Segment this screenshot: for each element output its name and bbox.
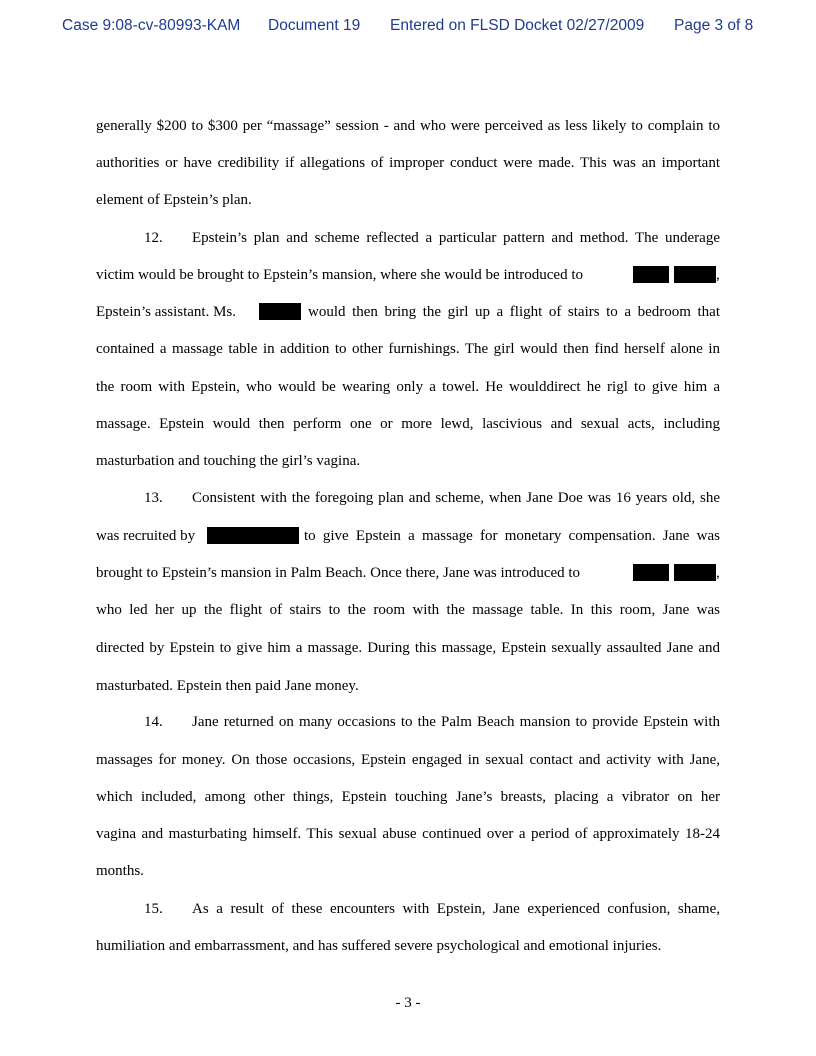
text-line [96, 563, 720, 583]
text-line: masturbation and touching the girl’s vagina. [96, 453, 361, 469]
text-line: which included, among other things, Epstein touching Jane’s breasts, placing a vibrator on her [96, 789, 720, 805]
text-line: element of Epstein’s plan. [96, 192, 252, 208]
text-segment: Epstein’s plan and scheme reflected a particular pattern and method. The underage [192, 230, 720, 246]
redaction-box [633, 564, 669, 581]
paragraph-number: 14. [144, 714, 163, 730]
text-segment: was recruited by [96, 528, 196, 544]
text-line: months. [96, 863, 144, 879]
paragraph-13-first-line [144, 488, 720, 508]
text-segment: Jane returned on many occasions to the Palm Beach mansion to provide Epstein with [192, 714, 720, 730]
paragraph-number: 12. [144, 230, 163, 246]
case-number: Case 9:08-cv-80993-KAM [62, 17, 241, 34]
text-line: vagina and masturbating himself. This sexual abuse continued over a period of approximately 18-24 [96, 826, 720, 842]
text-line: authorities or have credibility if allegations of improper conduct were made. This was an important [96, 155, 720, 171]
redaction-box [207, 527, 299, 544]
text-line: contained a massage table in addition to other furnishings. The girl would then find herself alone in [96, 341, 720, 357]
redaction-box [259, 303, 301, 320]
text-line: humiliation and embarrassment, and has suffered severe psychological and emotional injuries. [96, 938, 662, 954]
paragraph-14-first-line [144, 712, 720, 732]
text-segment: , [716, 267, 720, 283]
text-line: generally $200 to $300 per “massage” session - and who were perceived as less likely to complain to [96, 118, 720, 134]
redaction-box [633, 266, 669, 283]
text-line: directed by Epstein to give him a massage. During this massage, Epstein sexually assaulted Jane and [96, 640, 720, 656]
text-line: to give Epstein a massage for monetary compensation. Jane was [304, 528, 720, 544]
text-line: massages for money. On those occasions, Epstein engaged in sexual contact and activity with Jane, [96, 752, 720, 768]
page-of-total: Page 3 of 8 [674, 17, 754, 34]
text-line: masturbated. Epstein then paid Jane money. [96, 678, 359, 694]
page-number: - 3 - [395, 995, 421, 1011]
text-segment: victim would be brought to Epstein’s mansion, where she would be introduced to [96, 267, 584, 283]
document-number: Document 19 [268, 17, 361, 34]
redaction-box [674, 564, 716, 581]
paragraph-12-first-line [144, 228, 720, 248]
text-line: the room with Epstein, who would be wearing only a towel. He woulddirect he rigl to give him a [96, 379, 720, 395]
text-line [96, 265, 720, 285]
text-line: who led her up the flight of stairs to the room with the massage table. In this room, Jane was [96, 602, 720, 618]
paragraph-number: 15. [144, 901, 163, 917]
redaction-box [674, 266, 716, 283]
docket-header [0, 17, 816, 39]
docket-entry: Entered on FLSD Docket 02/27/2009 [390, 17, 645, 34]
text-segment: As a result of these encounters with Epstein, Jane experienced confusion, shame, [192, 901, 720, 917]
paragraph-number: 13. [144, 490, 163, 506]
text-segment: brought to Epstein’s mansion in Palm Beach. Once there, Jane was introduced to [96, 565, 581, 581]
text-segment: Epstein’s assistant. Ms. [96, 304, 237, 320]
paragraph-15-first-line [144, 899, 720, 919]
text-line: massage. Epstein would then perform one or more lewd, lascivious and sexual acts, including [96, 416, 720, 432]
text-segment: Consistent with the foregoing plan and scheme, when Jane Doe was 16 years old, she [192, 490, 720, 506]
text-segment: , [716, 565, 720, 581]
text-line: would then bring the girl up a flight of stairs to a bedroom that [308, 304, 720, 320]
